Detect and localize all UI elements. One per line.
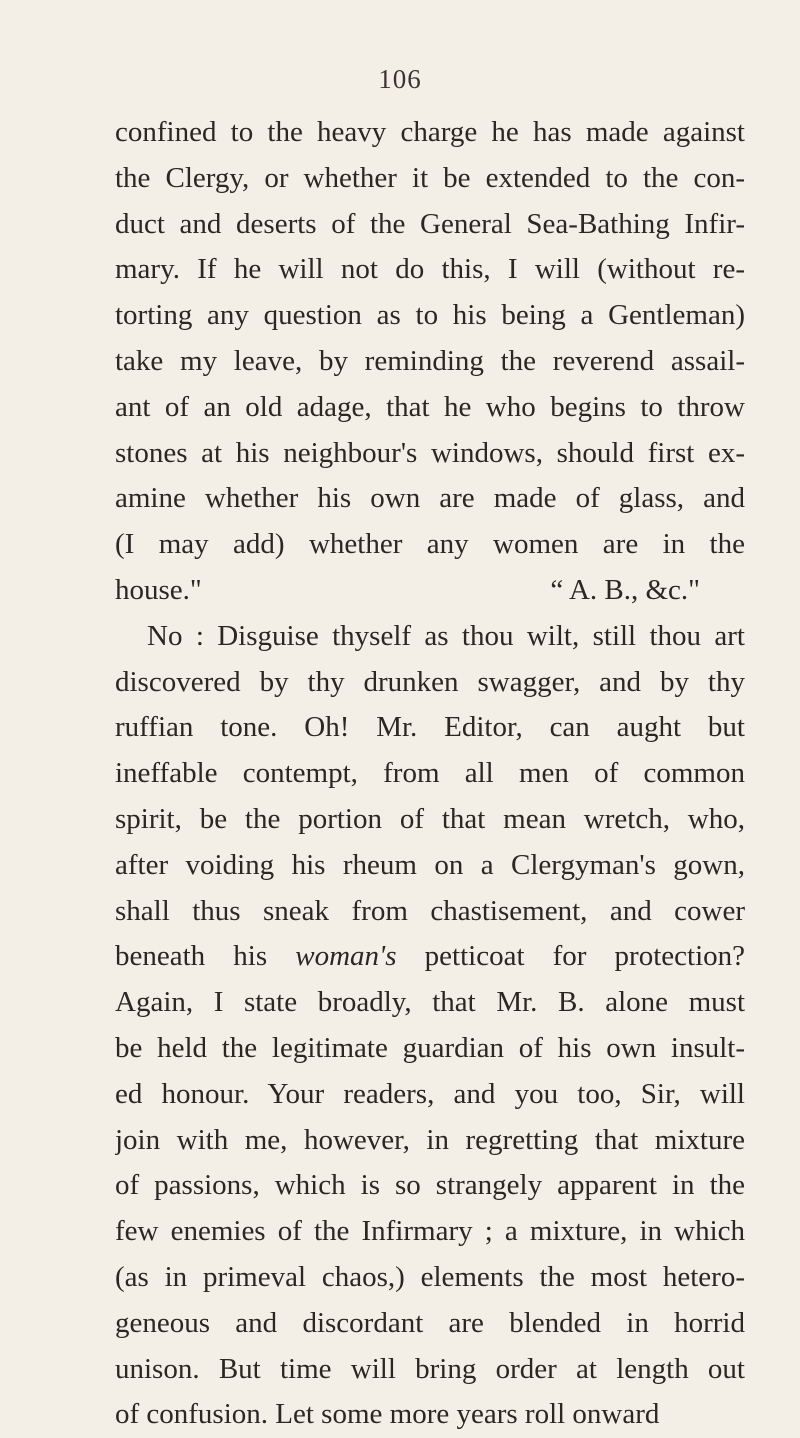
text-line: mary. If he will not do this, I will (without re- — [115, 253, 745, 286]
text-line: unison. But time will bring order at length out — [115, 1352, 745, 1385]
text-line: Again, I state broadly, that Mr. B. alone must — [115, 986, 745, 1019]
text-line: geneous and discordant are blended in horrid — [115, 1306, 745, 1339]
text-line: amine whether his own are made of glass, and — [115, 482, 745, 515]
text-line: (I may add) whether any women are in the — [115, 528, 745, 561]
text-line: the Clergy, or whether it be extended to the con- — [115, 161, 745, 194]
text-line: confined to the heavy charge he has made against — [115, 116, 745, 148]
text-line: ineffable contempt, from all men of common — [115, 757, 745, 790]
text-line — [115, 934, 745, 980]
signature: “ A. B., &c." — [550, 573, 700, 606]
text-line: (as in primeval chaos,) elements the most hetero- — [115, 1260, 745, 1293]
italic-word: woman's — [295, 940, 397, 973]
closing-line — [115, 568, 745, 614]
text-line: few enemies of the Infirmary ; a mixture, in which — [115, 1215, 745, 1248]
text-line: of passions, which is so strangely apparent in the — [115, 1169, 745, 1202]
text-line: take my leave, by reminding the reverend assail- — [115, 344, 745, 377]
text-line: torting any question as to his being a Gentleman) — [115, 299, 745, 332]
page-number: 106 — [378, 64, 422, 94]
text-line: spirit, be the portion of that mean wretch, who, — [115, 802, 745, 835]
text-fragment: petticoat for protection? — [396, 940, 745, 973]
text-line: ant of an old adage, that he who begins to throw — [115, 390, 745, 423]
text-line: No : Disguise thyself as thou wilt, still thou art — [147, 619, 745, 652]
text-line: of confusion. Let some more years roll onward — [115, 1398, 660, 1431]
closing-text: house." — [115, 573, 202, 606]
body-text — [115, 110, 745, 1438]
text-line: ruffian tone. Oh! Mr. Editor, can aught but — [115, 711, 745, 744]
text-line: stones at his neighbour's windows, should first ex- — [115, 436, 745, 469]
text-line: shall thus sneak from chastisement, and cower — [115, 894, 745, 927]
text-line: discovered by thy drunken swagger, and by thy — [115, 665, 745, 698]
text-line: duct and deserts of the General Sea-Bathing Infir- — [115, 207, 745, 240]
text-fragment: beneath his — [115, 940, 296, 973]
text-line: join with me, however, in regretting that mixture — [115, 1123, 745, 1156]
text-line: be held the legitimate guardian of his own insult- — [115, 1031, 745, 1064]
text-line: ed honour. Your readers, and you too, Sir, will — [115, 1077, 745, 1110]
text-line: after voiding his rheum on a Clergyman's gown, — [115, 848, 745, 881]
